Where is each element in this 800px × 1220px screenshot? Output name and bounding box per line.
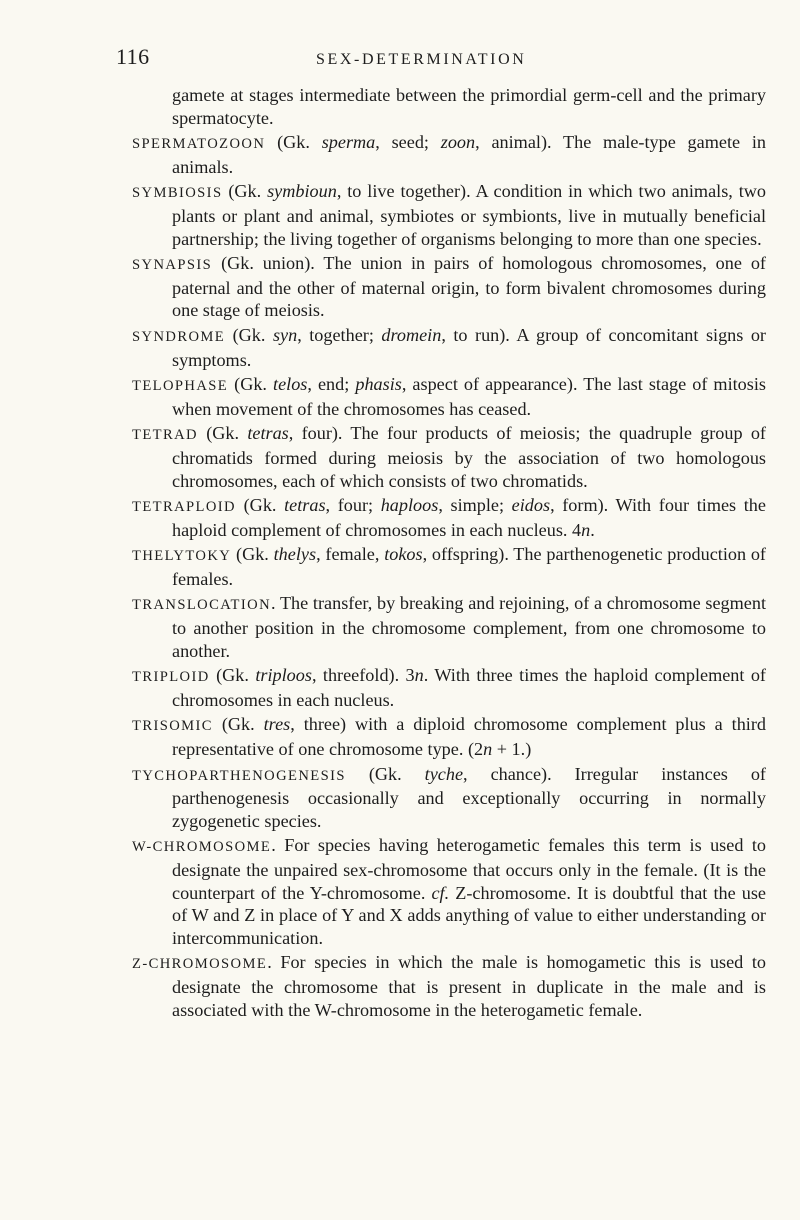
entry-term: SPERMATOZOON: [132, 136, 266, 153]
glossary-entry-translocation: TRANSLOCATION. The transfer, by breaking and rejoining, of a chromosome segment to another position in the chromosome complement, from one chromosome to another.: [132, 593, 766, 661]
glossary-entry-tychoparthenogenesis: TYCHOPARTHENOGENESIS (Gk. tyche, chance). Irregular instances of parthenogenesis occasionally and exceptionally occurring in normally zygogenetic species.: [132, 763, 766, 831]
glossary-entry-synapsis: SYNAPSIS (Gk. union). The union in pairs of homologous chromosomes, one of paternal and the other of maternal origin, to form bivalent chromosomes during one stage of meiosis.: [132, 253, 766, 321]
glossary-entry-syndrome: SYNDROME (Gk. syn, together; dromein, to run). A group of concomitant signs or symptoms.: [132, 324, 766, 370]
entry-term: TETRAPLOID: [132, 499, 236, 516]
entry-term: Z-CHROMOSOME: [132, 956, 268, 973]
glossary-entry-symbiosis: SYMBIOSIS (Gk. symbioun, to live together). A condition in which two animals, two plants or plant and animal, symbiotes or symbionts, live in mutually beneficial partnership; the living together of organisms belonging to more than one species.: [132, 181, 766, 249]
glossary-entry-thelytoky: THELYTOKY (Gk. thelys, female, tokos, offspring). The parthenogenetic production of females.: [132, 544, 766, 589]
glossary-entry-telophase: TELOPHASE (Gk. telos, end; phasis, aspect of appearance). The last stage of mitosis when movement of the chromosomes has ceased.: [132, 374, 766, 419]
entry-term: SYNDROME: [132, 328, 226, 345]
entry-term: TRANSLOCATION: [132, 597, 272, 614]
entry-term: TRIPLOID: [132, 669, 210, 686]
glossary-entry-spermatozoon: SPERMATOZOON (Gk. sperma, seed; zoon, animal). The male-type gamete in animals.: [132, 132, 766, 177]
glossary-entry-z-chromosome: Z-CHROMOSOME. For species in which the male is homogametic this is used to designate the chromosome that is present in duplicate in the male and is associated with the W-chromosome in the heterogametic female.: [132, 952, 766, 1020]
entry-term: SYMBIOSIS: [132, 185, 223, 202]
entry-term: SYNAPSIS: [132, 257, 213, 274]
entry-term: TYCHOPARTHENOGENESIS: [132, 767, 346, 784]
glossary-entry-tetraploid: TETRAPLOID (Gk. tetras, four; haploos, simple; eidos, form). With four times the haploid complement of chromosomes in each nucleus. 4n.: [132, 495, 766, 540]
glossary-entry-trisomic: TRISOMIC (Gk. tres, three) with a diploid chromosome complement plus a third representative of one chromosome type. (2n + 1.): [132, 714, 766, 760]
glossary-entry-triploid: TRIPLOID (Gk. triploos, threefold). 3n. With three times the haploid complement of chromosomes in each nucleus.: [132, 665, 766, 710]
glossary-entry-w-chromosome: W-CHROMOSOME. For species having heterogametic females this term is used to designate the unpaired sex-chromosome that occurs only in the female. (It is the counterpart of the Y-chromosome. cf. Z-chromosome. It is doubtful that the use of W and Z in place of Y and X adds anything of value to either understanding or intercommunication.: [132, 835, 766, 948]
entry-term: TELOPHASE: [132, 378, 229, 395]
glossary-body: [132, 84, 766, 1023]
entry-term: TRISOMIC: [132, 718, 213, 735]
entry-term: W-CHROMOSOME: [132, 839, 272, 856]
entry-term: THELYTOKY: [132, 548, 232, 565]
running-head: SEX-DETERMINATION: [316, 51, 527, 68]
page-header: [116, 44, 746, 74]
entry-term: TETRAD: [132, 427, 198, 444]
continuation-paragraph: gamete at stages intermediate between the primordial germ-cell and the primary spermatocyte.: [172, 85, 766, 128]
page-number: 116: [116, 44, 150, 69]
glossary-entry-tetrad: TETRAD (Gk. tetras, four). The four products of meiosis; the quadruple group of chromatids formed during meiosis by the association of two homologous chromosomes, each of which consists of two chromatids.: [132, 423, 766, 491]
